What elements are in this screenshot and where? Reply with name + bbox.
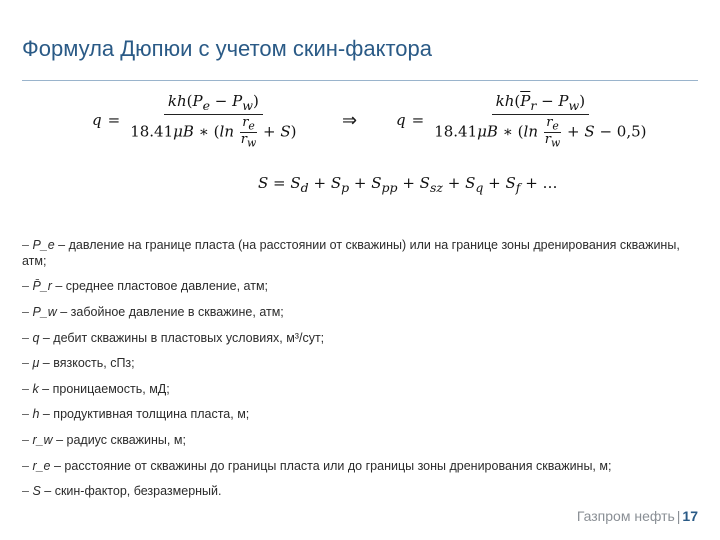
dupuit-formula-pr: q = $kh(\overline{P}_r - P_w)$ 18.41μB ∗ (ln $\frac{r_e}{r_w}$ + S − 0,5) — [396, 92, 647, 150]
definition-q: – q – дебит скважины в пластовых условиях, м³/сут; — [22, 330, 325, 345]
slide-footer: Газпром нефть | 17 — [576, 508, 698, 524]
definition-rw: – r_w – радиус скважины, м; — [22, 433, 186, 447]
title-divider — [22, 80, 698, 81]
definition-h: – h – продуктивная толщина пласта, м; — [22, 407, 250, 422]
implies-arrow: ⇒ — [342, 110, 358, 131]
company-name: Газпром нефть — [576, 508, 675, 524]
definition-pw: – P_w – забойное давление в скважине, атм; — [22, 304, 284, 319]
slide-title: Формула Дюпюи с учетом скин-фактора — [22, 36, 432, 61]
definition-re: – r_e – расстояние от скважины до границы пласта или до границы зоны дренирования скважины, м; — [22, 458, 612, 473]
definition-pe: – P_e – давление на границе пласта (на расстоянии от скважины) или на границе зоны дренирования скважины, атм; — [22, 238, 680, 268]
definition-pr: – P̄_r – среднее пластовое давление, атм; — [22, 279, 269, 294]
definition-k: – k – проницаемость, мД; — [22, 381, 170, 396]
page-number: 17 — [682, 508, 698, 524]
definition-s: – S – скин-фактор, безразмерный. — [22, 484, 222, 499]
definitions-list — [22, 238, 692, 510]
definition-mu: – μ – вязкость, сПз; — [22, 356, 135, 371]
skin-factor-sum: $S = S_d + S_p + S_{pp} + S_{sz} + S_q + S_f$ + … — [258, 174, 558, 195]
dupuit-formula-pe: q = $kh(P_e - P_w)$ 18.41μB ∗ (ln $\frac{r_e}{r_w}$ + S) — [92, 92, 297, 150]
